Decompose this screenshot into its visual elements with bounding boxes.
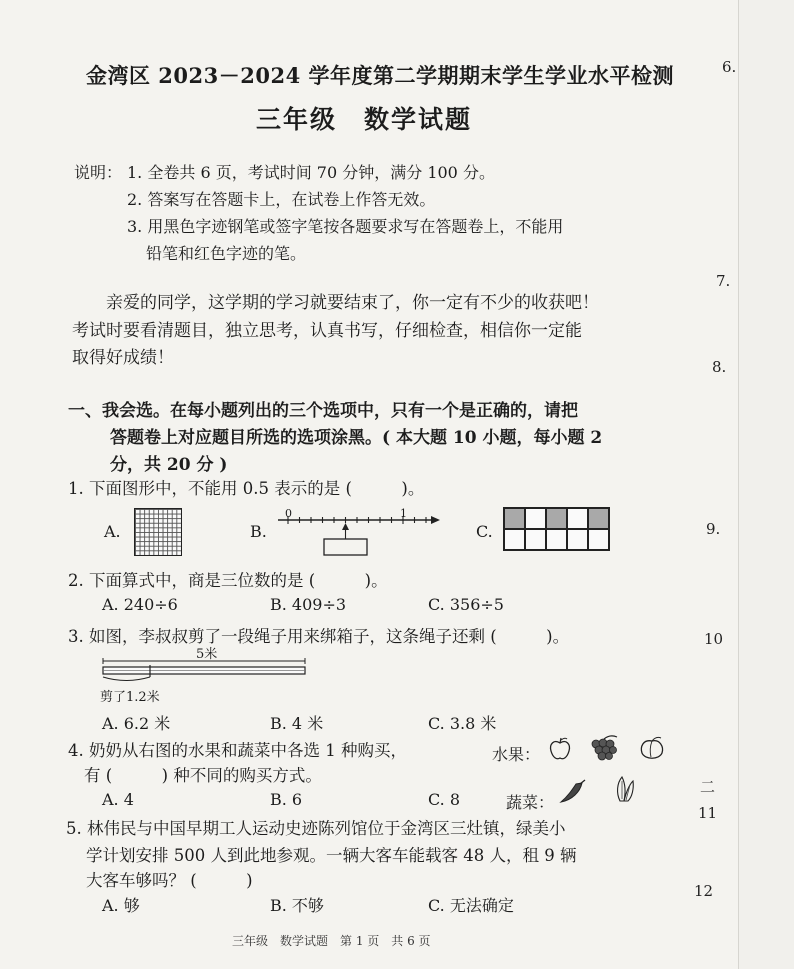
q1-option-a-label: A. [104, 522, 121, 541]
q1-tick-0: 0 [285, 507, 292, 520]
margin-number-10: 10 [704, 630, 724, 648]
q5-text-line-1: 5. 林伟民与中国早期工人运动史迹陈列馆位于金湾区三灶镇，绿美小 [66, 819, 566, 838]
adjacent-page-edge [738, 0, 794, 969]
note-item-1: 1. 全卷共 6 页，考试时间 70 分钟，满分 100 分。 [127, 163, 495, 182]
q5-text-line-3: 大客车够吗？ ( ) [86, 871, 253, 890]
q2-option-c: C. 356÷5 [428, 595, 504, 614]
strip-cell [546, 529, 567, 550]
intro-line-3: 取得好成绩！ [72, 348, 174, 368]
q5-option-c: C. 无法确定 [428, 896, 514, 915]
q1-option-b-label: B. [250, 522, 267, 541]
q3-option-b: B. 4 米 [270, 714, 324, 733]
q1-shaded-strip [503, 507, 610, 551]
q5-text-line-2: 学计划安排 500 人到此地参观。一辆大客车能载客 48 人，租 9 辆 [86, 846, 577, 865]
apple-icon [548, 736, 572, 762]
note-item-3-cont: 铅笔和红色字迹的笔。 [146, 244, 307, 263]
margin-number-6: 6. [722, 58, 737, 76]
strip-cell [567, 529, 588, 550]
margin-number-7: 7. [716, 272, 731, 290]
strip-cell [588, 508, 609, 529]
q5-option-a: A. 够 [102, 896, 140, 915]
q1-hundred-grid [134, 508, 182, 556]
q4-option-a: A. 4 [102, 790, 134, 809]
section1-heading-cont: 答题卷上对应题目所选的选项涂黑。( 本大题 10 小题，每小题 2 [110, 428, 603, 448]
margin-number-9: 9. [706, 520, 721, 538]
q4-option-c: C. 8 [428, 790, 461, 809]
q3-total-label: 5米 [196, 647, 218, 662]
peach-icon [638, 735, 666, 763]
margin-number-12: 12 [694, 882, 714, 900]
q4-fruit-label: 水果： [492, 745, 541, 764]
cabbage-icon [612, 773, 638, 805]
intro-line-2: 考试时要看清题目，独立思考，认真书写，仔细检查，相信你一定能 [72, 321, 582, 341]
margin-number-11: 11 [698, 804, 718, 822]
margin-section-2: 二 [700, 778, 716, 796]
q1-text: 1. 下面图形中，不能用 0.5 表示的是 ( )。 [68, 479, 425, 498]
strip-cell [525, 529, 546, 550]
strip-cell [504, 508, 525, 529]
q1-number-line [272, 506, 448, 558]
q2-option-b: B. 409÷3 [270, 595, 347, 614]
q1-option-c-label: C. [476, 522, 493, 541]
strip-cell [525, 508, 546, 529]
q3-option-c: C. 3.8 米 [428, 714, 497, 733]
exam-subtitle: 三年级 数学试题 [256, 105, 473, 134]
q3-option-a: A. 6.2 米 [102, 714, 171, 733]
q1-tick-1: 1 [400, 507, 407, 520]
section1-heading: 一、我会选。在每小题列出的三个选项中，只有一个是正确的，请把 [68, 401, 578, 421]
q3-cut-label: 剪了1.2米 [100, 690, 160, 705]
grapes-icon [588, 734, 622, 764]
q4-vegetable-label: 蔬菜： [506, 793, 555, 812]
section1-heading-end: 分，共 20 分 ) [110, 455, 228, 475]
notes-lead: 说明： [74, 163, 123, 182]
q3-rope-diagram [100, 655, 310, 685]
exam-title: 金湾区 2023－2024 学年度第二学期期末学生学业水平检测 [86, 63, 675, 88]
margin-number-8: 8. [712, 358, 727, 376]
q4-text-line-1: 4. 奶奶从右图的水果和蔬菜中各选 1 种购买， [68, 741, 407, 760]
strip-cell [504, 529, 525, 550]
intro-line-1: 亲爱的同学，这学期的学习就要结束了，你一定有不少的收获吧！ [106, 293, 599, 313]
q2-option-a: A. 240÷6 [102, 595, 178, 614]
q5-option-b: B. 不够 [270, 896, 324, 915]
strip-cell [588, 529, 609, 550]
q3-text: 3. 如图，李叔叔剪了一段绳子用来绑箱子，这条绳子还剩 ( )。 [68, 627, 570, 646]
strip-cell [546, 508, 567, 529]
strip-cell [567, 508, 588, 529]
chili-pepper-icon [558, 778, 588, 806]
page-footer: 三年级 数学试题 第 1 页 共 6 页 [232, 934, 431, 948]
q4-text-line-2: 有 ( ) 种不同的购买方式。 [84, 766, 322, 785]
q2-text: 2. 下面算式中，商是三位数的是 ( )。 [68, 571, 388, 590]
q4-option-b: B. 6 [270, 790, 303, 809]
note-item-2: 2. 答案写在答题卡上，在试卷上作答无效。 [127, 190, 436, 209]
note-item-3: 3. 用黑色字迹钢笔或签字笔按各题要求写在答题卷上，不能用 [127, 217, 564, 236]
